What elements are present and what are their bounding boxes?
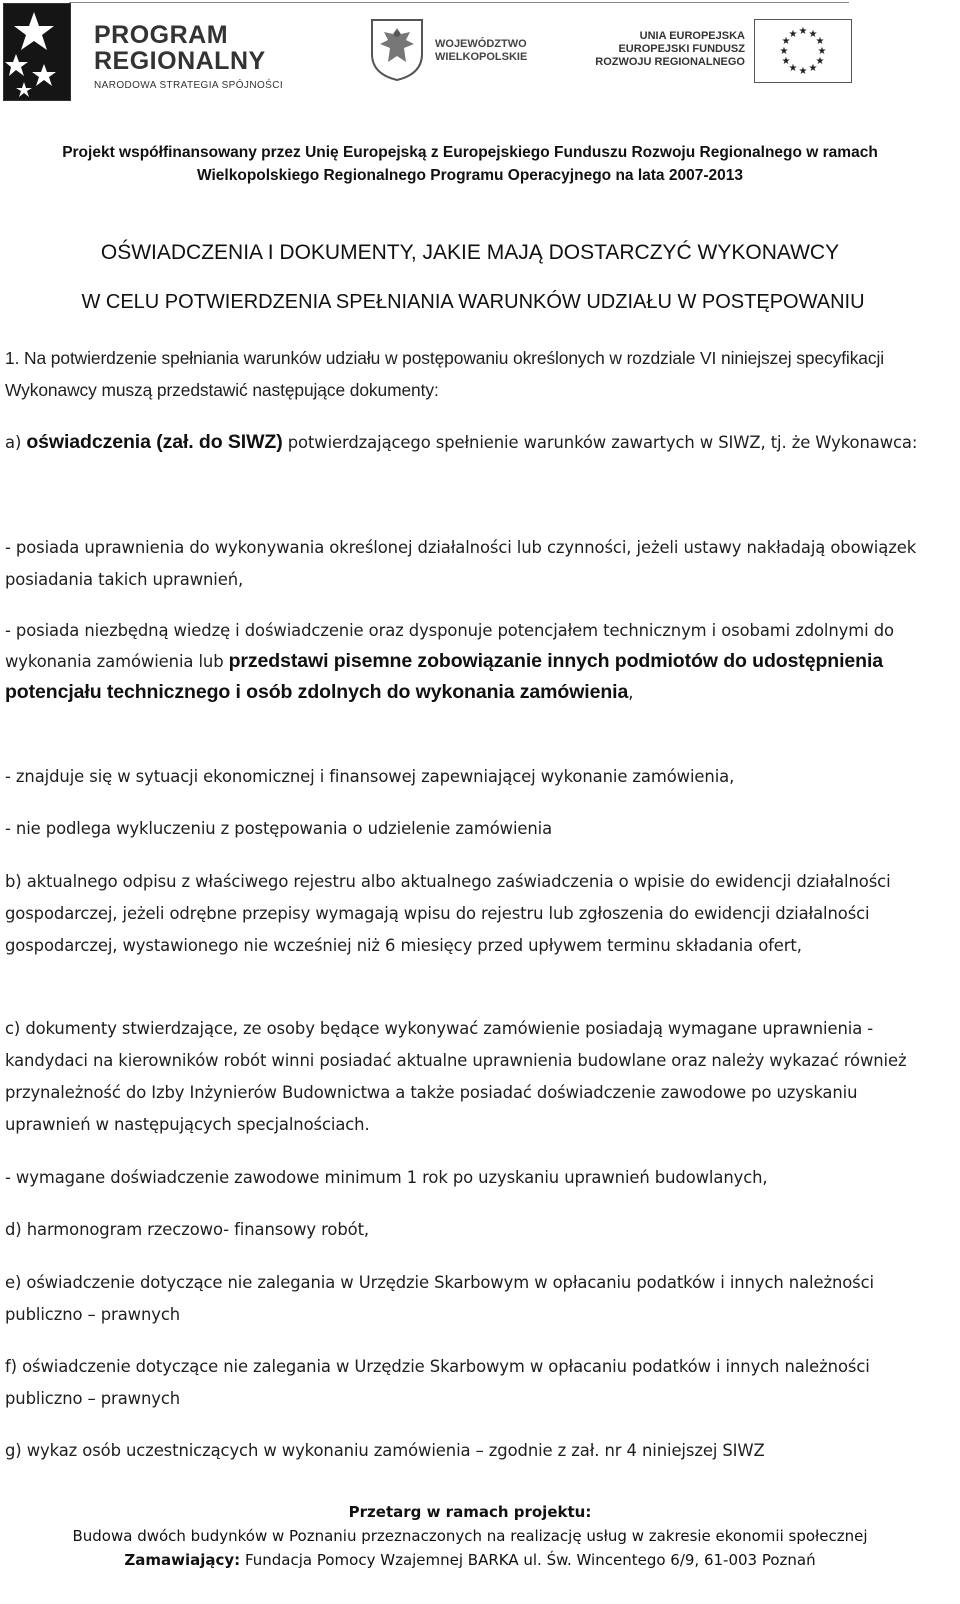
svg-text:★: ★ (798, 26, 808, 37)
footer (0, 1500, 940, 1572)
project-funding-statement (0, 141, 940, 187)
paragraph-a-rest: potwierdzającego spełnienie warunków zawartych w SIWZ, tj. że Wykonawca: (282, 433, 918, 452)
paragraph-wiedza (5, 615, 945, 708)
paragraph-b: b) aktualnego odpisu z właściwego rejestru albo aktualnego zaświadczenia o wpisie do ewidencji działalności gospodarczej, jeżeli odrębne przepisy wymagają wpisu do rejestru lub zgłoszenia do ewidencji działalności gospodarczej, wystawionego nie wcześniej niż 6 miesięcy przed upływem terminu składania ofert, (5, 872, 891, 955)
document-title-1: OŚWIADCZENIA I DOKUMENTY, JAKIE MAJĄ DOSTARCZYĆ WYKONAWCY (100, 241, 840, 264)
program-line3: NARODOWA STRATEGIA SPÓJNOŚCI (94, 80, 284, 91)
paragraph-a (5, 426, 945, 459)
paragraph-a-bold: oświadczenia (zał. do SIWZ) (26, 431, 283, 453)
svg-text:★: ★ (798, 66, 808, 77)
svg-text:★: ★ (788, 29, 798, 40)
svg-text:★: ★ (781, 56, 791, 67)
project-line1: Projekt współfinansowany przez Unię Europejską z Europejskiego Funduszu Rozwoju Regionalnego w ramach (62, 144, 878, 161)
eu-line3: ROZWOJU REGIONALNEGO (595, 56, 745, 68)
paragraph-d: d) harmonogram rzeczowo- finansowy robót, (5, 1220, 370, 1239)
document-title-2: W CELU POTWIERDZENIA SPEŁNIANIA WARUNKÓW UDZIAŁU W POSTĘPOWANIU (81, 291, 865, 313)
svg-text:★: ★ (788, 63, 798, 74)
paragraph-g: g) wykaz osób uczestniczących w wykonaniu zamówienia – zgodnie z zał. nr 4 niniejszej SIWZ (5, 1441, 765, 1460)
paragraph-a-prefix: a) (5, 433, 27, 452)
paragraph-ekonomiczna: - znajduje się w sytuacji ekonomicznej i finansowej zapewniającej wykonanie zamówienia, (5, 767, 735, 786)
eu-line1: UNIA EUROPEJSKA (639, 30, 745, 42)
paragraph-doswiadczenie: - wymagane doświadczenie zawodowe minimum 1 rok po uzyskaniu uprawnień budowlanych, (5, 1168, 768, 1187)
voivodeship-text (435, 38, 527, 64)
header-logos (0, 0, 960, 110)
program-regionalny-text (94, 22, 283, 91)
eu-line2: EUROPEJSKI FUNDUSZ (618, 43, 745, 55)
footer-line2: Budowa dwóch budynków w Poznaniu przeznaczonych na realizację usług w zakresie ekonomii społecznej (72, 1527, 868, 1545)
voivodeship-line2: WIELKOPOLSKIE (435, 51, 528, 63)
eu-fund-text (585, 30, 745, 69)
paragraph-wiedza-bold: przedstawi pisemne zobowiązanie innych podmiotów do udostępnienia potencjału technicznego i osób zdolnych do wykonania zamówienia (5, 650, 884, 703)
paragraph-e: e) oświadczenie dotyczące nie zalegania w Urzędzie Skarbowym w opłacaniu podatków i innych należności publiczno – prawnych (5, 1273, 874, 1324)
footer-line1: Przetarg w ramach projektu: (348, 1503, 592, 1521)
svg-text:★: ★ (815, 56, 825, 67)
svg-text:★: ★ (817, 46, 827, 57)
footer-line3 (0, 1548, 940, 1572)
voivodeship-line1: WOJEWÓDZTWO (435, 38, 527, 50)
footer-ordering-party-label: Zamawiający: (124, 1551, 241, 1569)
svg-text:★: ★ (815, 36, 825, 47)
top-rule (69, 2, 849, 3)
svg-text:★: ★ (781, 36, 791, 47)
paragraph-wykluczenie: - nie podlega wykluczeniu z postępowania o udzielenie zamówienia (5, 819, 553, 838)
program-line2: REGIONALNY (94, 47, 266, 75)
svg-text:★: ★ (779, 46, 789, 57)
paragraph-uprawnienia: - posiada uprawnienia do wykonywania określonej działalności lub czynności, jeżeli ustawy nakładają obowiązek posiadania takich uprawnień, (5, 538, 917, 589)
svg-text:★: ★ (808, 29, 818, 40)
footer-ordering-party: Fundacja Pomocy Wzajemnej BARKA ul. Św. Wincentego 6/9, 61-003 Poznań (240, 1551, 816, 1569)
paragraph-c: c) dokumenty stwierdzające, ze osoby będące wykonywać zamówienie posiadają wymagane uprawnienia - kandydaci na kierowników robót winni posiadać aktualne uprawnienia budowlane oraz należy wykazać również przynależność do Izby Inżynierów Budownictwa a także posiadać doświadczenie zawodowe po uzyskaniu uprawnień w następujących specjalnościach. (5, 1019, 907, 1134)
eu-flag-icon (754, 19, 852, 83)
wielkopolska-eagle-emblem-icon (370, 18, 424, 82)
program-line1: PROGRAM (94, 21, 229, 49)
svg-text:★: ★ (808, 63, 818, 74)
paragraph-wiedza-normal: - posiada niezbędną wiedzę i doświadczenie oraz dysponuje potencjałem technicznym i osobami zdolnymi do wykonania zamówienia lub (5, 621, 894, 671)
project-line2: Wielkopolskiego Regionalnego Programu Operacyjnego na lata 2007-2013 (197, 167, 743, 184)
paragraph-f: f) oświadczenie dotyczące nie zalegania w Urzędzie Skarbowym w opłacaniu podatków i innych należności publiczno – prawnych (5, 1357, 870, 1408)
program-regionalny-logo-icon (3, 3, 71, 101)
paragraph-1: 1. Na potwierdzenie spełniania warunków udziału w postępowaniu określonych w rozdziale VI niniejszej specyfikacji Wykonawcy muszą przedstawić następujące dokumenty: (5, 348, 884, 400)
paragraph-wiedza-end: , (628, 683, 634, 702)
